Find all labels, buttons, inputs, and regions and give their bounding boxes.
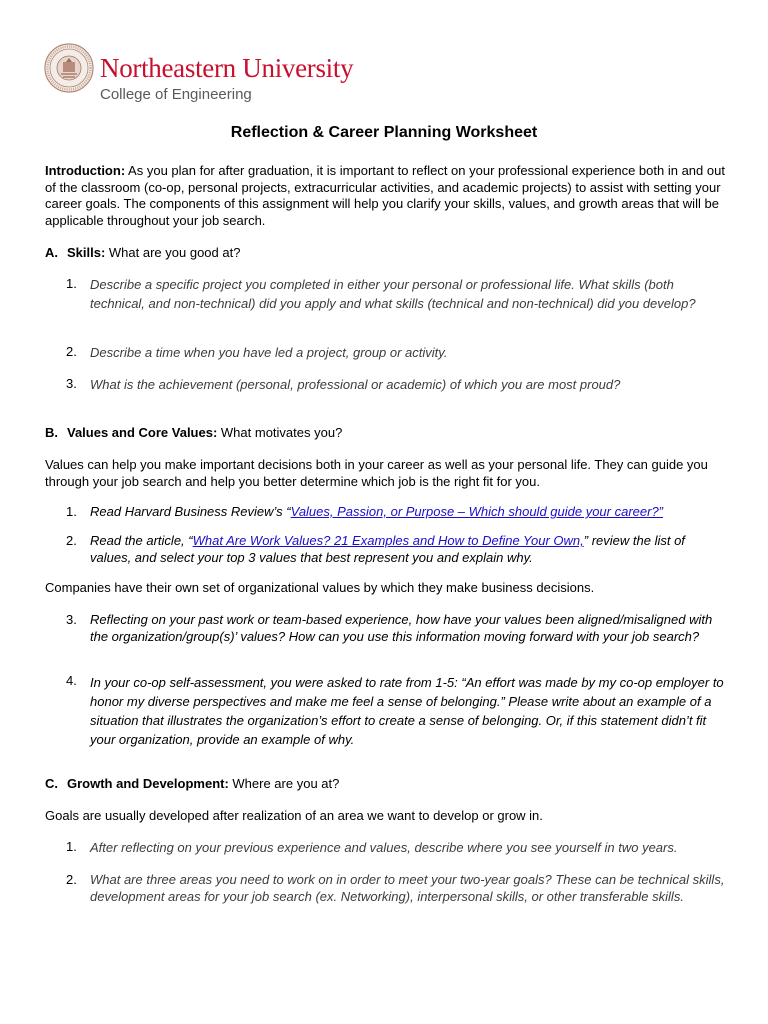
- section-letter: B.: [45, 425, 58, 440]
- item-number: 2.: [66, 533, 77, 548]
- item-text: Describe a time when you have led a project, group or activity.: [90, 345, 448, 360]
- section-title: Skills:: [67, 245, 106, 260]
- item-number: 4.: [66, 673, 77, 688]
- introduction-label: Introduction:: [45, 163, 126, 178]
- college-name: College of Engineering: [100, 86, 252, 103]
- item-number: 2.: [66, 872, 77, 887]
- item-text: Describe a specific project you completed in either your personal or professional life. What skills (both technical, and non-technical) did you apply and what skills (technical and non-technical) did you develop?: [90, 277, 696, 311]
- section-b-heading: [45, 425, 342, 441]
- item-text: [90, 533, 726, 566]
- section-question: Where are you at?: [228, 776, 340, 791]
- item-number: 3.: [66, 612, 77, 627]
- item-text: Reflecting on your past work or team-based experience, how have your values been aligned/misaligned with the organization/group(s)’ values? How can you use this information moving forward with your job search?: [90, 612, 713, 644]
- section-question: What motivates you?: [217, 425, 343, 440]
- item-suffix: ” review the list of values, and select your top 3 values that best represent you and explain why.: [90, 533, 685, 565]
- item-text: In your co-op self-assessment, you were asked to rate from 1-5: “An effort was made by my co-op employer to honor my diverse perspectives and make me feel a sense of belonging.” Please write about an example of a situation that illustrates the organization’s effort to create a sense of belonging. Or, if this statement didn’t fit your organization, provide an example of why.: [90, 675, 724, 747]
- university-name: Northeastern University: [100, 53, 354, 83]
- introduction-paragraph: [45, 163, 725, 229]
- section-title: Growth and Development:: [67, 776, 229, 791]
- item-number: 3.: [66, 376, 77, 391]
- item-number: 1.: [66, 504, 77, 519]
- item-text: After reflecting on your previous experience and values, describe where you see yourself in two years.: [90, 840, 678, 855]
- section-letter: A.: [45, 245, 58, 260]
- item-number: 1.: [66, 276, 77, 291]
- item-text: What is the achievement (personal, professional or academic) of which you are most proud?: [90, 377, 621, 392]
- values-paragraph: Values can help you make important decisions both in your career as well as your personal life. They can guide you through your job search and help you better determine which job is the right fit for you.: [45, 457, 708, 489]
- hbr-article-link[interactable]: Values, Passion, or Purpose – Which should guide your career?”: [290, 504, 664, 519]
- item-text: [90, 504, 726, 521]
- item-prefix: Read the article, “: [90, 533, 193, 548]
- section-c-heading: [45, 776, 339, 792]
- work-values-article-link[interactable]: What Are Work Values? 21 Examples and How to Define Your Own,: [192, 533, 584, 548]
- goals-paragraph: Goals are usually developed after realization of an area we want to develop or grow in.: [45, 808, 543, 823]
- page-title: Reflection & Career Planning Worksheet: [230, 124, 538, 141]
- section-question: What are you good at?: [105, 245, 241, 260]
- item-prefix: Read Harvard Business Review’s “: [90, 504, 291, 519]
- item-number: 2.: [66, 344, 77, 359]
- companies-paragraph: Companies have their own set of organizational values by which they make business decisions.: [45, 580, 595, 595]
- item-text: What are three areas you need to work on in order to meet your two-year goals? These can be technical skills, development areas for your job search (ex. Networking), interpersonal skills, or other transferable skills.: [90, 872, 725, 904]
- letterhead: [44, 41, 384, 109]
- introduction-text: As you plan for after graduation, it is important to reflect on your professional experience both in and out of the classroom (co-op, personal projects, extracurricular activities, and academic projects) to assist with setting your career goals. The components of this assignment will help you clarify your skills, values, and growth areas that will be applicable throughout your job search.: [45, 163, 725, 228]
- section-a-heading: [45, 245, 240, 261]
- section-letter: C.: [45, 776, 58, 791]
- university-seal-icon: [44, 43, 94, 93]
- section-title: Values and Core Values:: [67, 425, 218, 440]
- item-number: 1.: [66, 839, 77, 854]
